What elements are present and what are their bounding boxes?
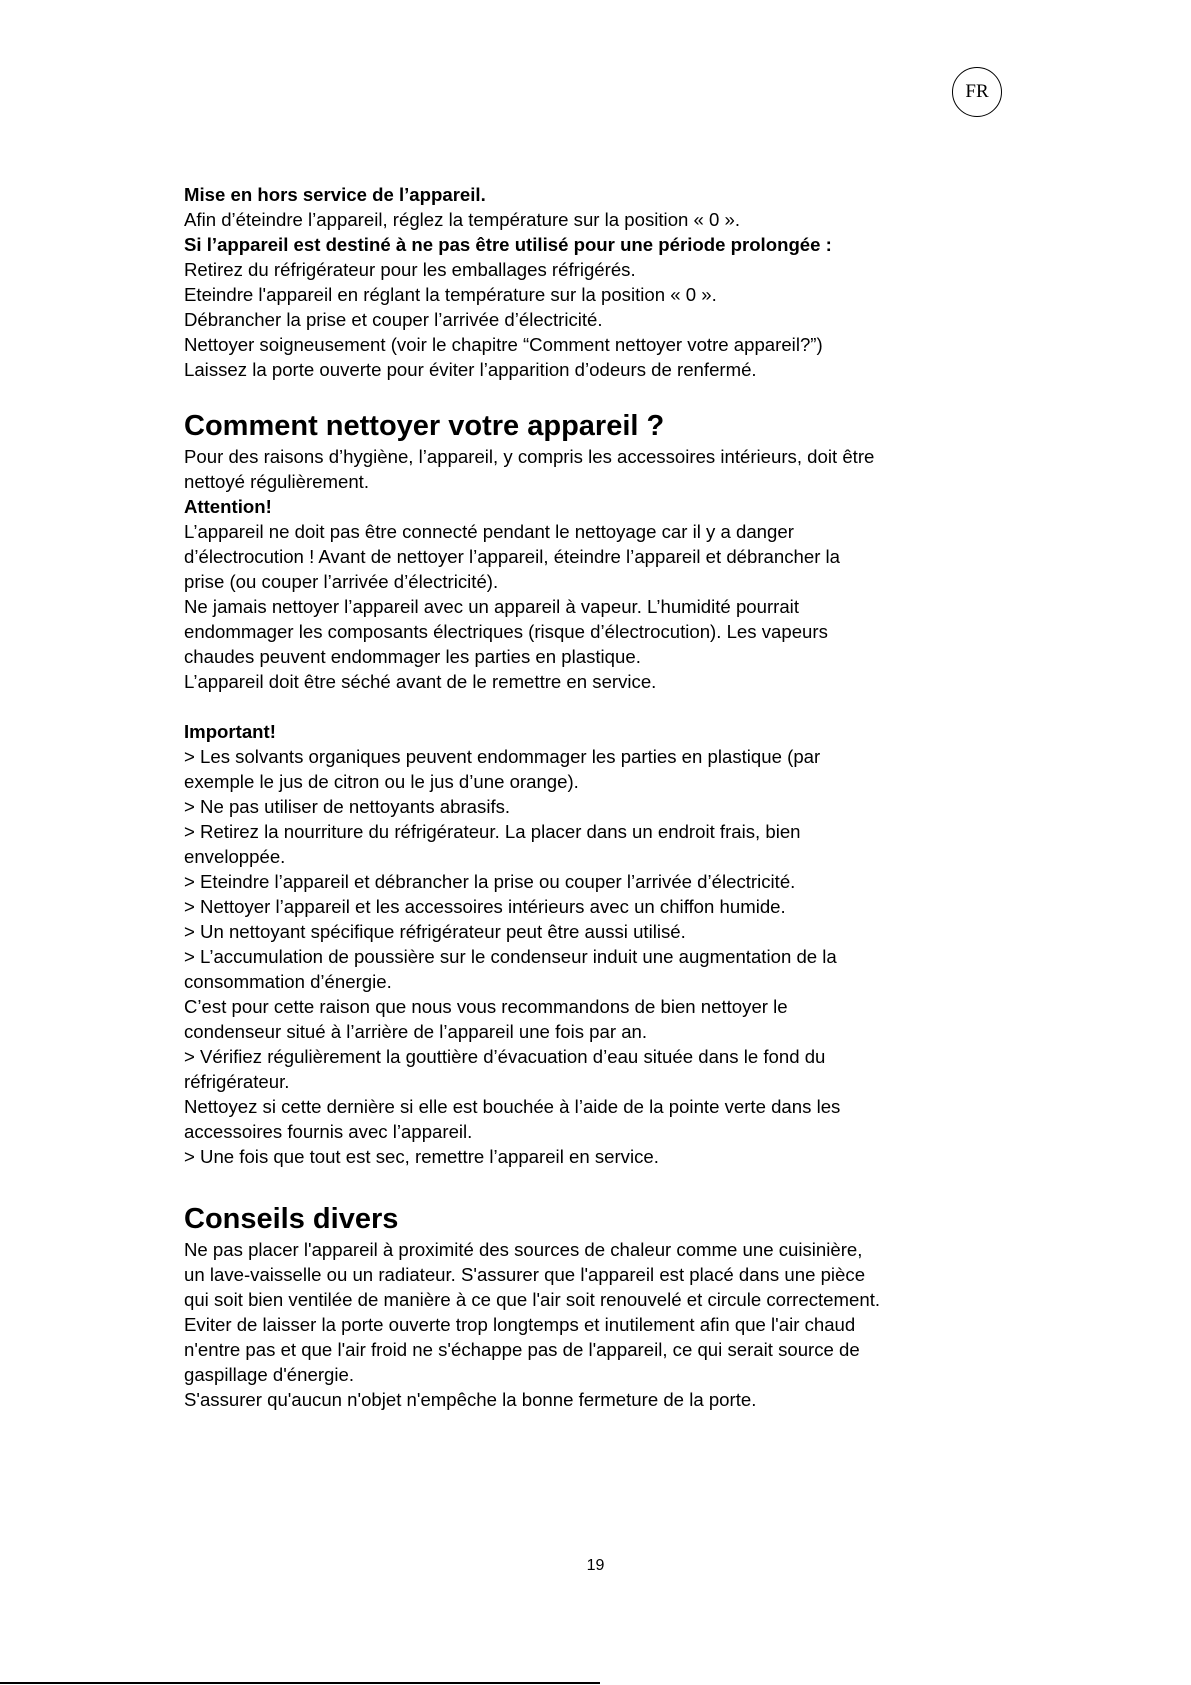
paragraph-line: Laissez la porte ouverte pour éviter l’apparition d’odeurs de renfermé. [184,359,757,380]
paragraph-line: L’appareil ne doit pas être connecté pendant le nettoyage car il y a danger [184,521,794,542]
paragraph-line: Nettoyer soigneusement (voir le chapitre “Comment nettoyer votre appareil?”) [184,334,823,355]
list-line: > Les solvants organiques peuvent endommager les parties en plastique (par [184,746,821,767]
paragraph-line: nettoyé régulièrement. [184,471,370,492]
section-tips [184,1201,1014,1412]
list-line: > Eteindre l’appareil et débrancher la prise ou couper l’arrivée d’électricité. [184,871,796,892]
paragraph-line: n'entre pas et que l'air froid ne s'échappe pas de l'appareil, ce qui serait source de [184,1339,860,1360]
page-number: 19 [586,1557,605,1574]
paragraph-line: Débrancher la prise et couper l’arrivée d’électricité. [184,309,603,330]
section-shutdown [184,182,1014,382]
paragraph-line: Eviter de laisser la porte ouverte trop longtemps et inutilement afin que l'air chaud [184,1314,856,1335]
paragraph-line: Afin d’éteindre l’appareil, réglez la température sur la position « 0 ». [184,209,741,230]
paragraph-line: d’électrocution ! Avant de nettoyer l’appareil, éteindre l’appareil et débrancher la [184,546,841,567]
attention-label: Attention! [184,496,272,517]
paragraph-line: chaudes peuvent endommager les parties en plastique. [184,646,641,667]
list-line: > Vérifiez régulièrement la gouttière d’évacuation d’eau située dans le fond du [184,1046,826,1067]
important-label: Important! [184,721,276,742]
list-line: exemple le jus de citron ou le jus d’une orange). [184,771,579,792]
list-line: condenseur situé à l’arrière de l’appareil une fois par an. [184,1021,648,1042]
paragraph-line: L’appareil doit être séché avant de le remettre en service. [184,671,657,692]
paragraph-line: Si l’appareil est destiné à ne pas être utilisé pour une période prolongée : [184,234,832,255]
list-line: > Un nettoyant spécifique réfrigérateur peut être aussi utilisé. [184,921,686,942]
paragraph-line: Ne jamais nettoyer l’appareil avec un appareil à vapeur. L’humidité pourrait [184,596,799,617]
paragraph-line: qui soit bien ventilée de manière à ce que l'air soit renouvelé et circule correctement. [184,1289,881,1310]
page-content [184,182,1014,1412]
language-badge: FR [952,67,1002,117]
paragraph-line: Pour des raisons d’hygiène, l’appareil, y compris les accessoires intérieurs, doit être [184,446,875,467]
list-line: Nettoyez si cette dernière si elle est bouchée à l’aide de la pointe verte dans les [184,1096,841,1117]
paragraph-line: S'assurer qu'aucun n'objet n'empêche la bonne fermeture de la porte. [184,1389,757,1410]
list-line: > Retirez la nourriture du réfrigérateur. La placer dans un endroit frais, bien [184,821,801,842]
list-line: consommation d’énergie. [184,971,392,992]
list-line: > Ne pas utiliser de nettoyants abrasifs. [184,796,511,817]
list-line: accessoires fournis avec l’appareil. [184,1121,473,1142]
list-line: enveloppée. [184,846,286,867]
list-line: C’est pour cette raison que nous vous recommandons de bien nettoyer le [184,996,788,1017]
section-heading: Conseils divers [184,1203,399,1235]
list-line: > Une fois que tout est sec, remettre l’appareil en service. [184,1146,659,1167]
section-heading: Comment nettoyer votre appareil ? [184,410,665,442]
list-line: > Nettoyer l’appareil et les accessoires intérieurs avec un chiffon humide. [184,896,786,917]
paragraph-line: Ne pas placer l'appareil à proximité des sources de chaleur comme une cuisinière, [184,1239,863,1260]
paragraph-line: Retirez du réfrigérateur pour les emballages réfrigérés. [184,259,636,280]
paragraph-line: Eteindre l'appareil en réglant la température sur la position « 0 ». [184,284,717,305]
list-line: > L’accumulation de poussière sur le condenseur induit une augmentation de la [184,946,837,967]
paragraph-line: un lave-vaisselle ou un radiateur. S'assurer que l'appareil est placé dans une pièce [184,1264,866,1285]
section-cleaning [184,408,1014,1169]
paragraph-line: endommager les composants électriques (risque d’électrocution). Les vapeurs [184,621,828,642]
paragraph-line: gaspillage d'énergie. [184,1364,354,1385]
paragraph-line: prise (ou couper l’arrivée d’électricité). [184,571,499,592]
list-line: réfrigérateur. [184,1071,290,1092]
section-heading: Mise en hors service de l’appareil. [184,184,486,205]
footer-rule [0,1682,600,1684]
